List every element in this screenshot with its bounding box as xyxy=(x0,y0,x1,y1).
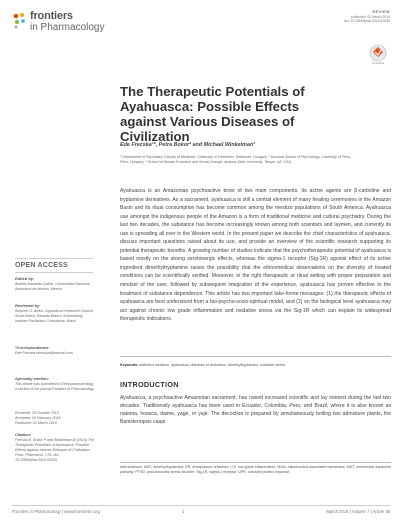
crossmark-badge[interactable] xyxy=(368,44,388,68)
article-title: The Therapeutic Potentials of Ayahuasca: Possible Effects against Various Diseases of Civilization xyxy=(120,84,305,144)
sidebar-divider xyxy=(15,258,93,259)
reviewed-by: Stephen O. Amoo, Agricultural Research Council, South Africa; Eduardo Blanco Schlemberg, Instituto Paulistano Consultoria, Brazil xyxy=(15,309,94,323)
citation-heading: Citation: xyxy=(15,432,32,437)
publication-meta xyxy=(270,10,390,24)
keywords-list: addiction medicine, ayahuasca, diseases of civilization, dimethyltryptamine, oxidative stress xyxy=(139,363,285,367)
open-access-label: OPEN ACCESS xyxy=(15,262,68,269)
citation: Frecska E, Bokor P and Winkelman M (2016) The Therapeutic Potentials of Ayahuasca: Possible Effects against Various Diseases of Civilization. Front. Pharmacol. 7:35. doi: 10.3389/fphar.2016.00035 xyxy=(15,438,95,462)
frontiers-logo-icon xyxy=(12,12,28,30)
authors[interactable]: Ede Frecska¹*, Petra Bokor² and Michael Winkelman³ xyxy=(120,142,256,148)
edited-by: Andrés Arboleda-Cañón, Universidad Nacional Autónoma de México, Mexico xyxy=(15,282,90,291)
abstract: Ayahuasca is an Amazonian psychoactive brew of two main components. Its active agents are β-carboline and tryptamine derivatives. As a sacrament, ayahuasca is still a central element of many healing ceremonies in the Amazon Basin and its ritual consumption has become common among the mestizo populations of South America. Ayahuasca use amongst the indigenous people of the Amazon is a form of traditional medicine and cultural psychiatry. During the last two decades, the substance has become increasingly known among both scientists and laymen, and currently its use is spreading all over in the Western world. In the present paper we describe the chief characteristics of ayahuasca, discuss important questions raised about its use, and provide an overview of the scientific research supporting its potential therapeutic benefits. A growing number of studies indicate that the psychotherapeutic potential of ayahuasca is based mostly on the strong serotonergic effects, whereas the sigma-1 receptor (Sig-1R) agonist effect of its active ingredient dimethyltryptamine raises the possibility that the ethnomedical observations on the diversity of treated conditions can be scientifically verified. Moreover, in the right therapeutic or ritual setting with proper preparation and mindset of the user, followed by subsequent integration of the experience, ayahuasca has proven effective in the treatment of substance dependence. This article has two important take-home messages: (1) the therapeutic effects of ayahuasca are best understood from a bio-psycho-socio-spiritual model, and (2) on the biological level ayahuasca may act against chronic low grade inflammation and oxidative stress via the Sig-1R which can explain its widespread therapeutic indications. xyxy=(120,188,391,323)
sidebar-divider xyxy=(15,272,93,273)
published-date: published: 02 March 2016 xyxy=(350,14,390,19)
page-footer xyxy=(12,505,390,516)
logo-brand: frontiers xyxy=(30,10,73,22)
crossmark-label: CrossMark xyxy=(371,62,385,65)
footer-journal[interactable]: Frontiers in Pharmacology | www.frontiersin.org xyxy=(12,509,100,514)
doi[interactable]: doi: 10.3389/fphar.2016.00035 xyxy=(343,19,390,24)
logo-journal: in Pharmacology xyxy=(30,22,105,33)
reviewed-by-heading: Reviewed by: xyxy=(15,303,41,308)
intro-heading: INTRODUCTION xyxy=(120,380,179,389)
keywords-label: Keywords: xyxy=(120,363,139,367)
footer-meta: March 2016 | Volume 7 | Article 35 xyxy=(326,509,390,514)
edited-by-heading: Edited by: xyxy=(15,276,35,281)
abbreviations: Abbreviations: DMT, dimethyltryptamine; ER, endoplasmic reticulum; LGI, low-grade inflammation; MAM, mitochondria-associated membrane; MDT, mesolimbic dopamine pathway; PTSD, post-traumatic stress disorder; Sig-1R, sigma-1 receptor; UPR, unfolded protein response. xyxy=(120,462,391,476)
correspondence-heading: *Correspondence: xyxy=(15,345,50,350)
specialty-section: This article was submitted to Ethnopharmacology, a section of the journal Frontiers in Pharmacology xyxy=(15,382,95,391)
affiliations: ¹ Department of Psychiatry, Faculty of Medicine, University of Debrecen, Debrecen, Hungary, ² Doctoral School of Psychology, University of Pécs, Pécs, Hungary, ³ School of Human Evolution and Social Change, Arizona State University, Tempe, AZ, USA xyxy=(120,155,351,164)
specialty-heading: Specialty section: xyxy=(15,376,50,381)
correspondence[interactable]: Ede Frecska efrecska@hotmail.com xyxy=(15,351,73,355)
journal-logo xyxy=(12,10,105,39)
abstract-divider xyxy=(120,356,391,357)
keywords xyxy=(120,363,391,368)
article-type: REVIEW xyxy=(372,9,390,14)
article-dates: Received: 28 October 2015 Accepted: 09 February 2016 Published: 02 March 2016 xyxy=(15,411,61,425)
footer-page-number: 1 xyxy=(182,509,185,514)
intro-text: Ayahuasca, a psychoactive Amazonian sacrament, has raised increased scientific and lay interest during the last two decades. Traditionally ayahuasca has been used in Ecuador, Colombia, Peru, and Brazil, where it is also known as natema, hoasca, daime, yagé, or yajé. The decoction is prepared by simultaneously boiling two admixture plants, the Banisteriopsis caapi xyxy=(120,395,391,425)
